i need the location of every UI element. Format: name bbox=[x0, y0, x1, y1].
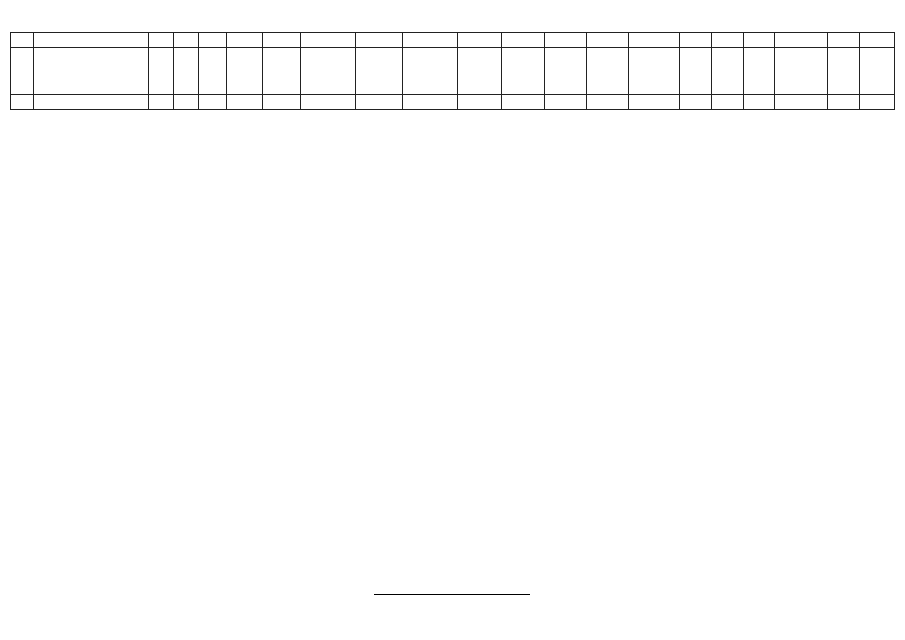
table-cell bbox=[226, 48, 262, 95]
table-cell bbox=[457, 48, 501, 95]
table-cell bbox=[356, 33, 403, 48]
table-cell bbox=[226, 33, 262, 48]
table-cell bbox=[262, 33, 300, 48]
table-cell bbox=[629, 95, 680, 110]
table-cell bbox=[743, 95, 775, 110]
table-cell bbox=[711, 95, 743, 110]
closing-rule bbox=[374, 594, 530, 595]
table-cell bbox=[148, 48, 173, 95]
table-cell bbox=[711, 48, 743, 95]
table-cell bbox=[629, 48, 680, 95]
table-cell bbox=[828, 33, 860, 48]
table-cell bbox=[859, 48, 894, 95]
table-cell bbox=[502, 33, 544, 48]
table-header-row bbox=[11, 48, 895, 95]
table-cell bbox=[148, 33, 173, 48]
table-cell bbox=[743, 48, 775, 95]
page-number bbox=[0, 22, 905, 31]
table-cell bbox=[11, 33, 34, 48]
table-header bbox=[11, 33, 895, 110]
table-cell bbox=[544, 48, 586, 95]
table-cell bbox=[301, 48, 356, 95]
table-cell bbox=[11, 48, 34, 95]
table-cell bbox=[680, 95, 712, 110]
table-cell bbox=[629, 33, 680, 48]
table-cell bbox=[775, 48, 828, 95]
table-cell bbox=[11, 95, 34, 110]
table-cell bbox=[859, 33, 894, 48]
table-cell bbox=[680, 48, 712, 95]
table-cell bbox=[502, 48, 544, 95]
table-cell bbox=[356, 95, 403, 110]
table-cell bbox=[301, 95, 356, 110]
table-header-row bbox=[11, 95, 895, 110]
table-cell bbox=[148, 95, 173, 110]
table-cell bbox=[402, 95, 457, 110]
table-cell bbox=[502, 95, 544, 110]
table-cell bbox=[586, 95, 628, 110]
table-cell bbox=[199, 33, 227, 48]
table-cell bbox=[457, 95, 501, 110]
table-cell bbox=[859, 95, 894, 110]
table-cell bbox=[680, 33, 712, 48]
table-cell bbox=[199, 48, 227, 95]
table-cell bbox=[743, 33, 775, 48]
footnotes bbox=[10, 553, 895, 569]
table-cell bbox=[34, 33, 148, 48]
table-cell bbox=[174, 95, 199, 110]
table-cell bbox=[174, 33, 199, 48]
table-header-row bbox=[11, 33, 895, 48]
table-cell bbox=[402, 48, 457, 95]
table-cell bbox=[586, 33, 628, 48]
table-cell bbox=[199, 95, 227, 110]
table-cell bbox=[775, 95, 828, 110]
table-cell bbox=[262, 95, 300, 110]
table-cell bbox=[775, 33, 828, 48]
table-cell bbox=[34, 95, 148, 110]
table-cell bbox=[34, 48, 148, 95]
table-cell bbox=[226, 95, 262, 110]
table-cell bbox=[828, 48, 860, 95]
table-cell bbox=[586, 48, 628, 95]
table-cell bbox=[544, 95, 586, 110]
table-cell bbox=[356, 48, 403, 95]
table-cell bbox=[711, 33, 743, 48]
table-cell bbox=[301, 33, 356, 48]
footnote-2 bbox=[10, 561, 895, 569]
table-cell bbox=[174, 48, 199, 95]
table-cell bbox=[457, 33, 501, 48]
table-cell bbox=[402, 33, 457, 48]
table-cell bbox=[828, 95, 860, 110]
capital-repair-table bbox=[10, 32, 895, 110]
table-cell bbox=[262, 48, 300, 95]
footnote-1 bbox=[10, 553, 895, 561]
table-cell bbox=[544, 33, 586, 48]
